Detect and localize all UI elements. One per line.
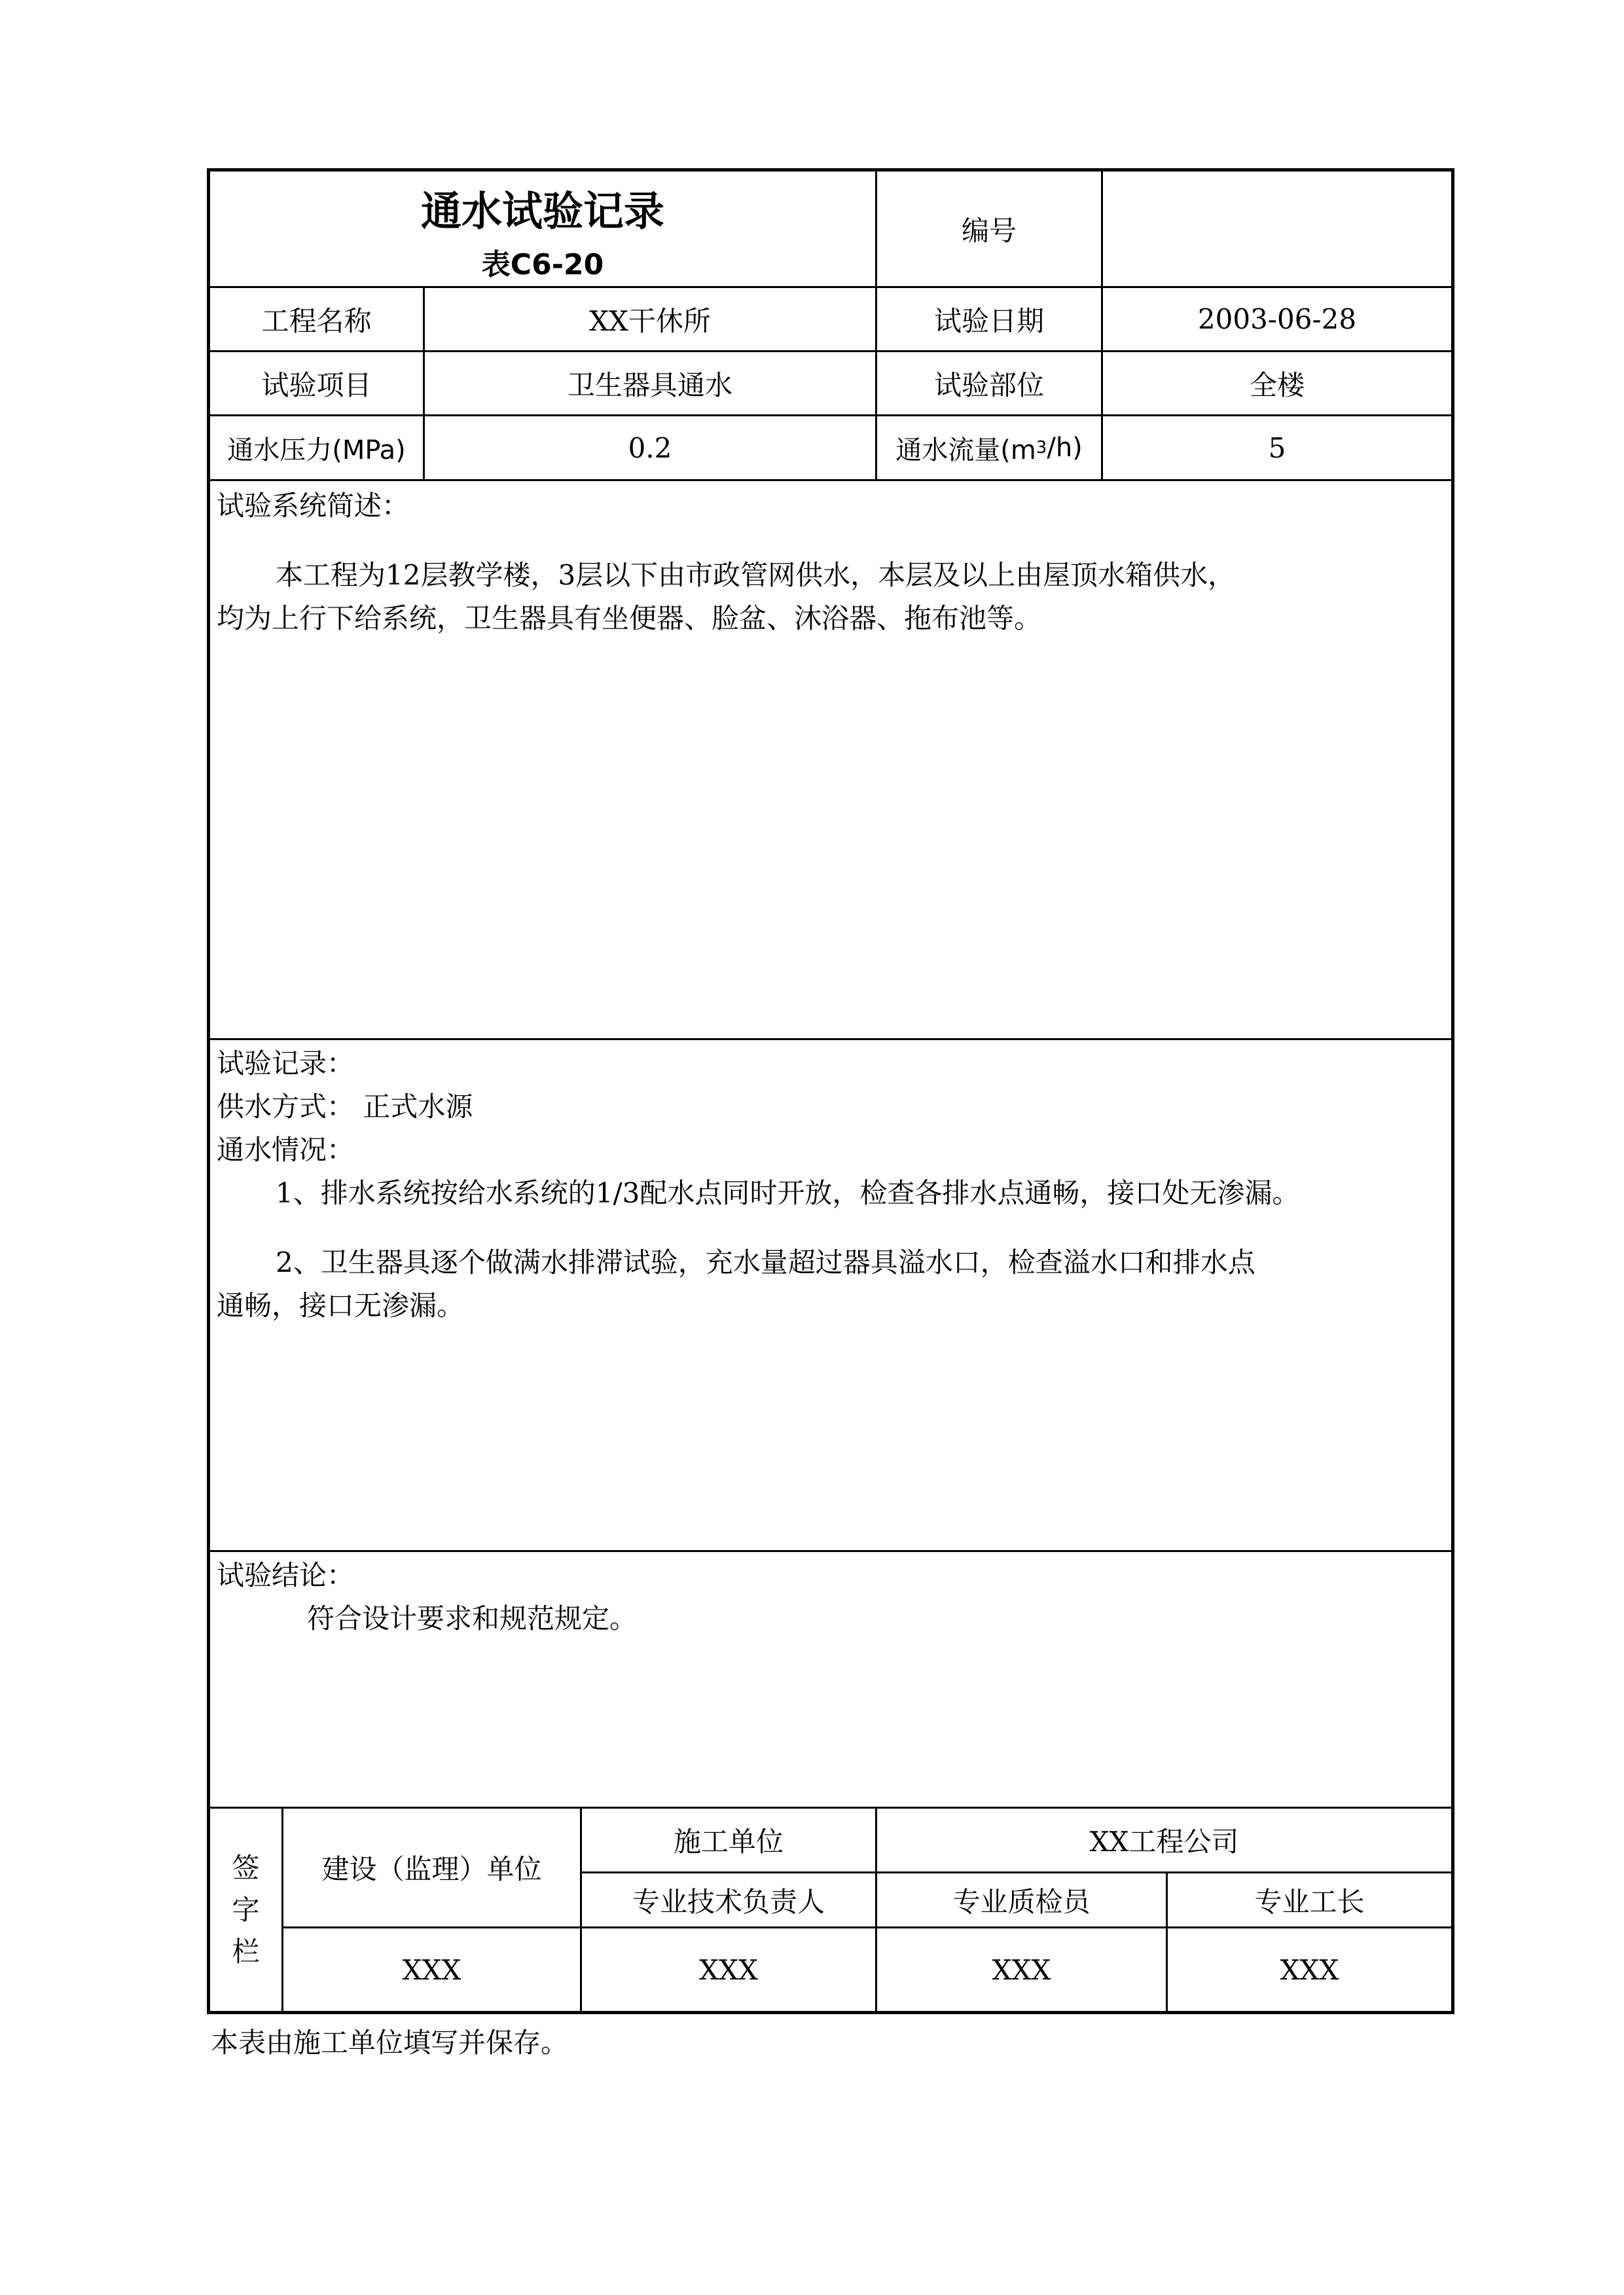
contractor-name: XX工程公司 xyxy=(1089,1826,1239,1858)
quality-inspector-label: 专业质检员 xyxy=(952,1885,1091,1918)
foreman-signature[interactable]: XXX xyxy=(1280,1953,1339,1986)
flow-label-sup: 3 xyxy=(1036,438,1047,458)
test-record-section xyxy=(217,1042,1441,1328)
test-date-label: 试验日期 xyxy=(933,304,1044,337)
pressure-value: 0.2 xyxy=(628,431,672,464)
foreman-label: 专业工长 xyxy=(1254,1885,1365,1918)
contractor-label: 施工单位 xyxy=(673,1826,784,1858)
tech-lead-label: 专业技术负责人 xyxy=(632,1885,825,1918)
conclusion-label: 试验结论： xyxy=(217,1559,355,1591)
project-name-label: 工程名称 xyxy=(261,304,372,337)
flow-label-prefix: 通水流量(m xyxy=(895,435,1036,465)
test-item-value: 卫生器具通水 xyxy=(567,369,732,401)
tech-lead-signature[interactable]: XXX xyxy=(699,1953,758,1986)
signature-column-label: 签 字 栏 xyxy=(232,1851,260,1968)
system-description-line-1: 本工程为12层教学楼，3层以下由市政管网供水，本层及以上由屋顶水箱供水， xyxy=(276,559,1236,591)
form-code: 表C6-20 xyxy=(481,248,604,281)
flow-value: 5 xyxy=(1268,431,1286,464)
test-item-label: 试验项目 xyxy=(261,369,372,401)
flow-label-suffix: /h) xyxy=(1047,433,1083,463)
quality-inspector-signature[interactable]: XXX xyxy=(992,1953,1051,1986)
conclusion-section xyxy=(217,1554,1441,1640)
owner-signature[interactable]: XXX xyxy=(402,1953,461,1986)
footer-note: 本表由施工单位填写并保存。 xyxy=(211,2027,569,2059)
system-description-line-2: 均为上行下给系统，卫生器具有坐便器、脸盆、沐浴器、拖布池等。 xyxy=(217,602,1042,634)
conclusion-text: 符合设计要求和规范规定。 xyxy=(307,1602,638,1635)
form-title: 通水试验记录 xyxy=(420,187,664,235)
record-item-2-line-1: 2、卫生器具逐个做满水排滞试验，充水量超过器具溢水口，检查溢水口和排水点 xyxy=(276,1246,1255,1278)
supply-mode: 供水方式： 正式水源 xyxy=(217,1091,473,1123)
flow-label xyxy=(877,416,1101,479)
test-date-value: 2003-06-28 xyxy=(1197,303,1357,335)
test-location-value: 全楼 xyxy=(1249,369,1305,401)
record-item-2-line-2: 通畅，接口无渗漏。 xyxy=(217,1290,465,1322)
pressure-label: 通水压力(MPa) xyxy=(227,435,406,465)
number-label: 编号 xyxy=(961,214,1017,247)
record-item-1: 1、排水系统按给水系统的1/3配水点同时开放，检查各排水点通畅，接口处无渗漏。 xyxy=(276,1177,1300,1209)
number-field[interactable] xyxy=(1103,172,1451,286)
water-test-record-form xyxy=(207,168,1454,2014)
owner-label: 建设（监理）单位 xyxy=(321,1853,542,1885)
situation-label: 通水情况： xyxy=(217,1134,355,1166)
system-description-section xyxy=(217,484,1441,640)
test-record-label: 试验记录： xyxy=(217,1047,355,1079)
project-name-value: XX干休所 xyxy=(589,304,711,337)
system-description-label: 试验系统简述： xyxy=(217,490,410,522)
test-location-label: 试验部位 xyxy=(933,369,1044,401)
